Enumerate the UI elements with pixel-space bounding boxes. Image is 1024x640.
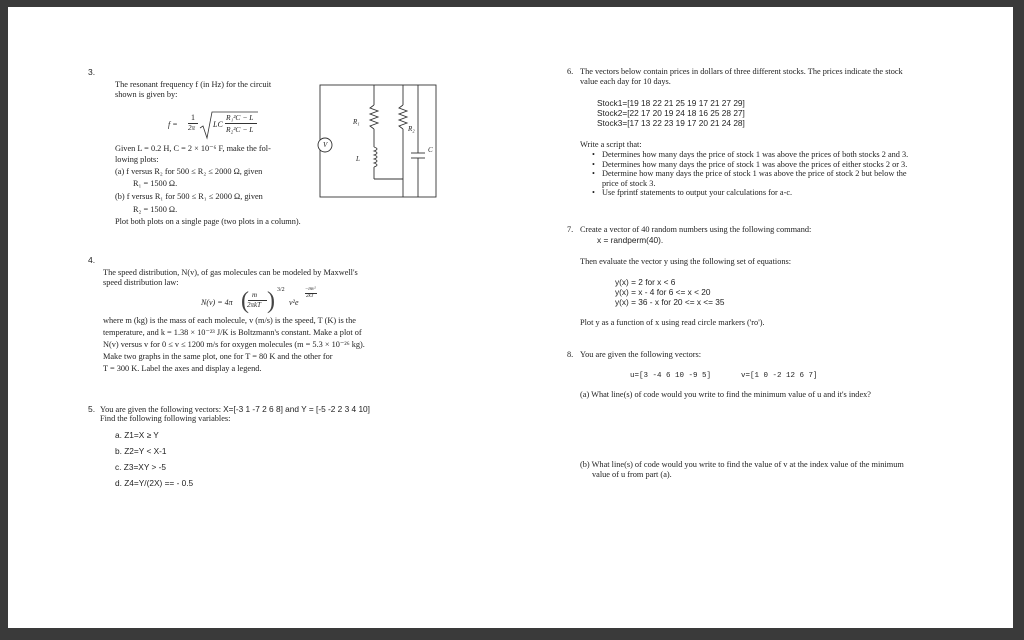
q6-bullet-3-cont: price of stock 3. (602, 178, 656, 188)
q7-intro: Create a vector of 40 random numbers using the following command: (580, 225, 812, 234)
q4-body-line4: Make two graphs in the same plot, one for T = 80 K and the other for (103, 352, 333, 361)
q6-bullet-1: • Determines how many days the price of stock 1 was above the prices of both stocks 2 and 3. (592, 150, 908, 160)
q6-bullet-3: • Determine how many days the price of stock 1 was above the price of stock 2 but below the (592, 169, 908, 179)
q3-part-a-line1: (a) f versus R₂ for 500 ≤ R₂ ≤ 2000 Ω, given (115, 167, 263, 176)
circuit-label-v: V (323, 141, 328, 149)
q6-bullet-list (592, 150, 908, 198)
q8-part-b-line2: value of u from part (a). (592, 470, 672, 479)
q3-plot-instruction: Plot both plots on a single page (two plots in a column). (115, 217, 301, 226)
q5-find: Find the following following variables: (100, 414, 231, 423)
formula-exp: 3/2 (277, 287, 285, 293)
circuit-diagram (308, 75, 448, 205)
q6-stock1: Stock1=[19 18 22 21 25 19 17 21 27 29] (597, 98, 745, 108)
q6-script-intro: Write a script that: (580, 140, 642, 149)
q7-evaluate: Then evaluate the vector y using the following set of equations: (580, 257, 792, 266)
circuit-label-l: L (356, 155, 360, 163)
q5-item-d: d. Z4=Y/(2X) == - 0.5 (115, 478, 194, 488)
formula-e-bot: 2kT (306, 294, 314, 299)
formula-lc: LC (213, 120, 223, 129)
q5-intro-vectors: X=[-3 1 -7 2 6 8] and Y = [-5 -2 2 3 4 10] (223, 404, 370, 414)
formula-num: 1 (191, 113, 195, 122)
q5-intro-text: You are given the following vectors: (100, 405, 224, 414)
q3-given-line1: Given L = 0.2 H, C = 2 × 10⁻⁶ F, make the fol- (115, 144, 271, 153)
formula-frac-bot: 2πkT (247, 301, 262, 309)
q5-number: 5. (88, 404, 96, 414)
q3-given-line2: lowing plots: (115, 155, 159, 164)
q5-item-a: a. Z1=X ≥ Y (115, 430, 159, 440)
q6-bullet-2: • Determines how many days the price of stock 1 was above the prices of either stocks 2 or 3. (592, 160, 908, 170)
formula-main: N(v) = 4π (201, 298, 233, 307)
q3-part-b-line1: (b) f versus R₁ for 500 ≤ R₁ ≤ 2000 Ω, given (115, 192, 263, 201)
q4-body-line5: T = 300 K. Label the axes and display a legend. (103, 364, 262, 373)
q3-intro-line2: shown is given by: (115, 90, 178, 99)
q8-vector-u: u=[3 -4 6 10 -9 5] (630, 372, 712, 380)
q6-number: 6. (567, 67, 574, 76)
q4-number: 4. (88, 255, 96, 265)
circuit-label-r1: R₁ (353, 118, 360, 126)
circuit-label-c: C (428, 146, 433, 154)
q7-equation-3: y(x) = 36 - x for 20 <= x <= 35 (615, 297, 725, 307)
q4-formula: N(v) = 4π ( m 2πkT ) 3/2 v²e −mv² 2kT (201, 287, 316, 314)
q4-body-line2: temperature, and k = 1.38 × 10⁻²³ J/K is Boltzmann's constant. Make a plot of (103, 328, 362, 337)
q6-intro-line1: The vectors below contain prices in dollars of three different stocks. The prices indicate the stock (580, 67, 903, 76)
q6-stock2: Stock2=[22 17 20 19 24 18 16 25 28 27] (597, 108, 745, 118)
q3-number: 3. (88, 67, 96, 77)
q3-part-b-line2: R₂ = 1500 Ω. (133, 205, 178, 214)
formula-den: 2π (188, 124, 196, 132)
q8-intro: You are given the following vectors: (580, 350, 702, 359)
formula-lhs: f = (168, 120, 178, 129)
q7-plot: Plot y as a function of x using read circle markers ('ro'). (580, 318, 765, 327)
formula-top: R₁²C − L (226, 113, 254, 122)
q4-body-line1: where m (kg) is the mass of each molecule, v (m/s) is the speed, T (K) is the (103, 316, 356, 325)
q4-intro-line2: speed distribution law: (103, 278, 179, 287)
formula-bot: R₂²C − L (226, 125, 254, 134)
q7-equation-1: y(x) = 2 for x < 6 (615, 277, 676, 287)
q7-equation-2: y(x) = x - 4 for 6 <= x < 20 (615, 287, 711, 297)
q3-formula (168, 110, 268, 144)
q6-intro-line2: value each day for 10 days. (580, 77, 671, 86)
q3-intro-line1: The resonant frequency f (in Hz) for the circuit (115, 80, 272, 89)
worksheet-page (8, 7, 1013, 628)
q4-body-line3: N(v) versus v for 0 ≤ v ≤ 1200 m/s for oxygen molecules (m = 5.3 × 10⁻²⁶ kg). (103, 340, 365, 349)
q8-vector-v: v=[1 0 -2 12 6 7] (741, 372, 818, 380)
q5-item-b: b. Z2=Y < X-1 (115, 446, 167, 456)
circuit-label-r2: R₂ (408, 125, 415, 133)
q5-item-c: c. Z3=XY > -5 (115, 462, 167, 472)
q7-command: x = randperm(40). (597, 235, 664, 245)
formula-e-top: −mv² (305, 287, 316, 292)
q8-part-a: (a) What line(s) of code would you write to find the minimum value of u and it's index? (580, 390, 871, 399)
q8-number: 8. (567, 350, 574, 359)
q3-part-a-line2: R₁ = 1500 Ω. (133, 179, 178, 188)
q7-number: 7. (567, 225, 574, 234)
q6-stock3: Stock3=[17 13 22 23 19 17 20 21 24 28] (597, 118, 745, 128)
q6-bullet-4: • Use fprintf statements to output your calculations for a-c. (592, 188, 908, 198)
formula-frac-top: m (252, 291, 258, 299)
q4-intro-line1: The speed distribution, N(v), of gas molecules can be modeled by Maxwell's (103, 268, 358, 277)
formula-tail: v²e (289, 298, 299, 307)
q8-part-b-line1: (b) What line(s) of code would you write to find the value of v at the index value of the minimum (580, 460, 904, 469)
